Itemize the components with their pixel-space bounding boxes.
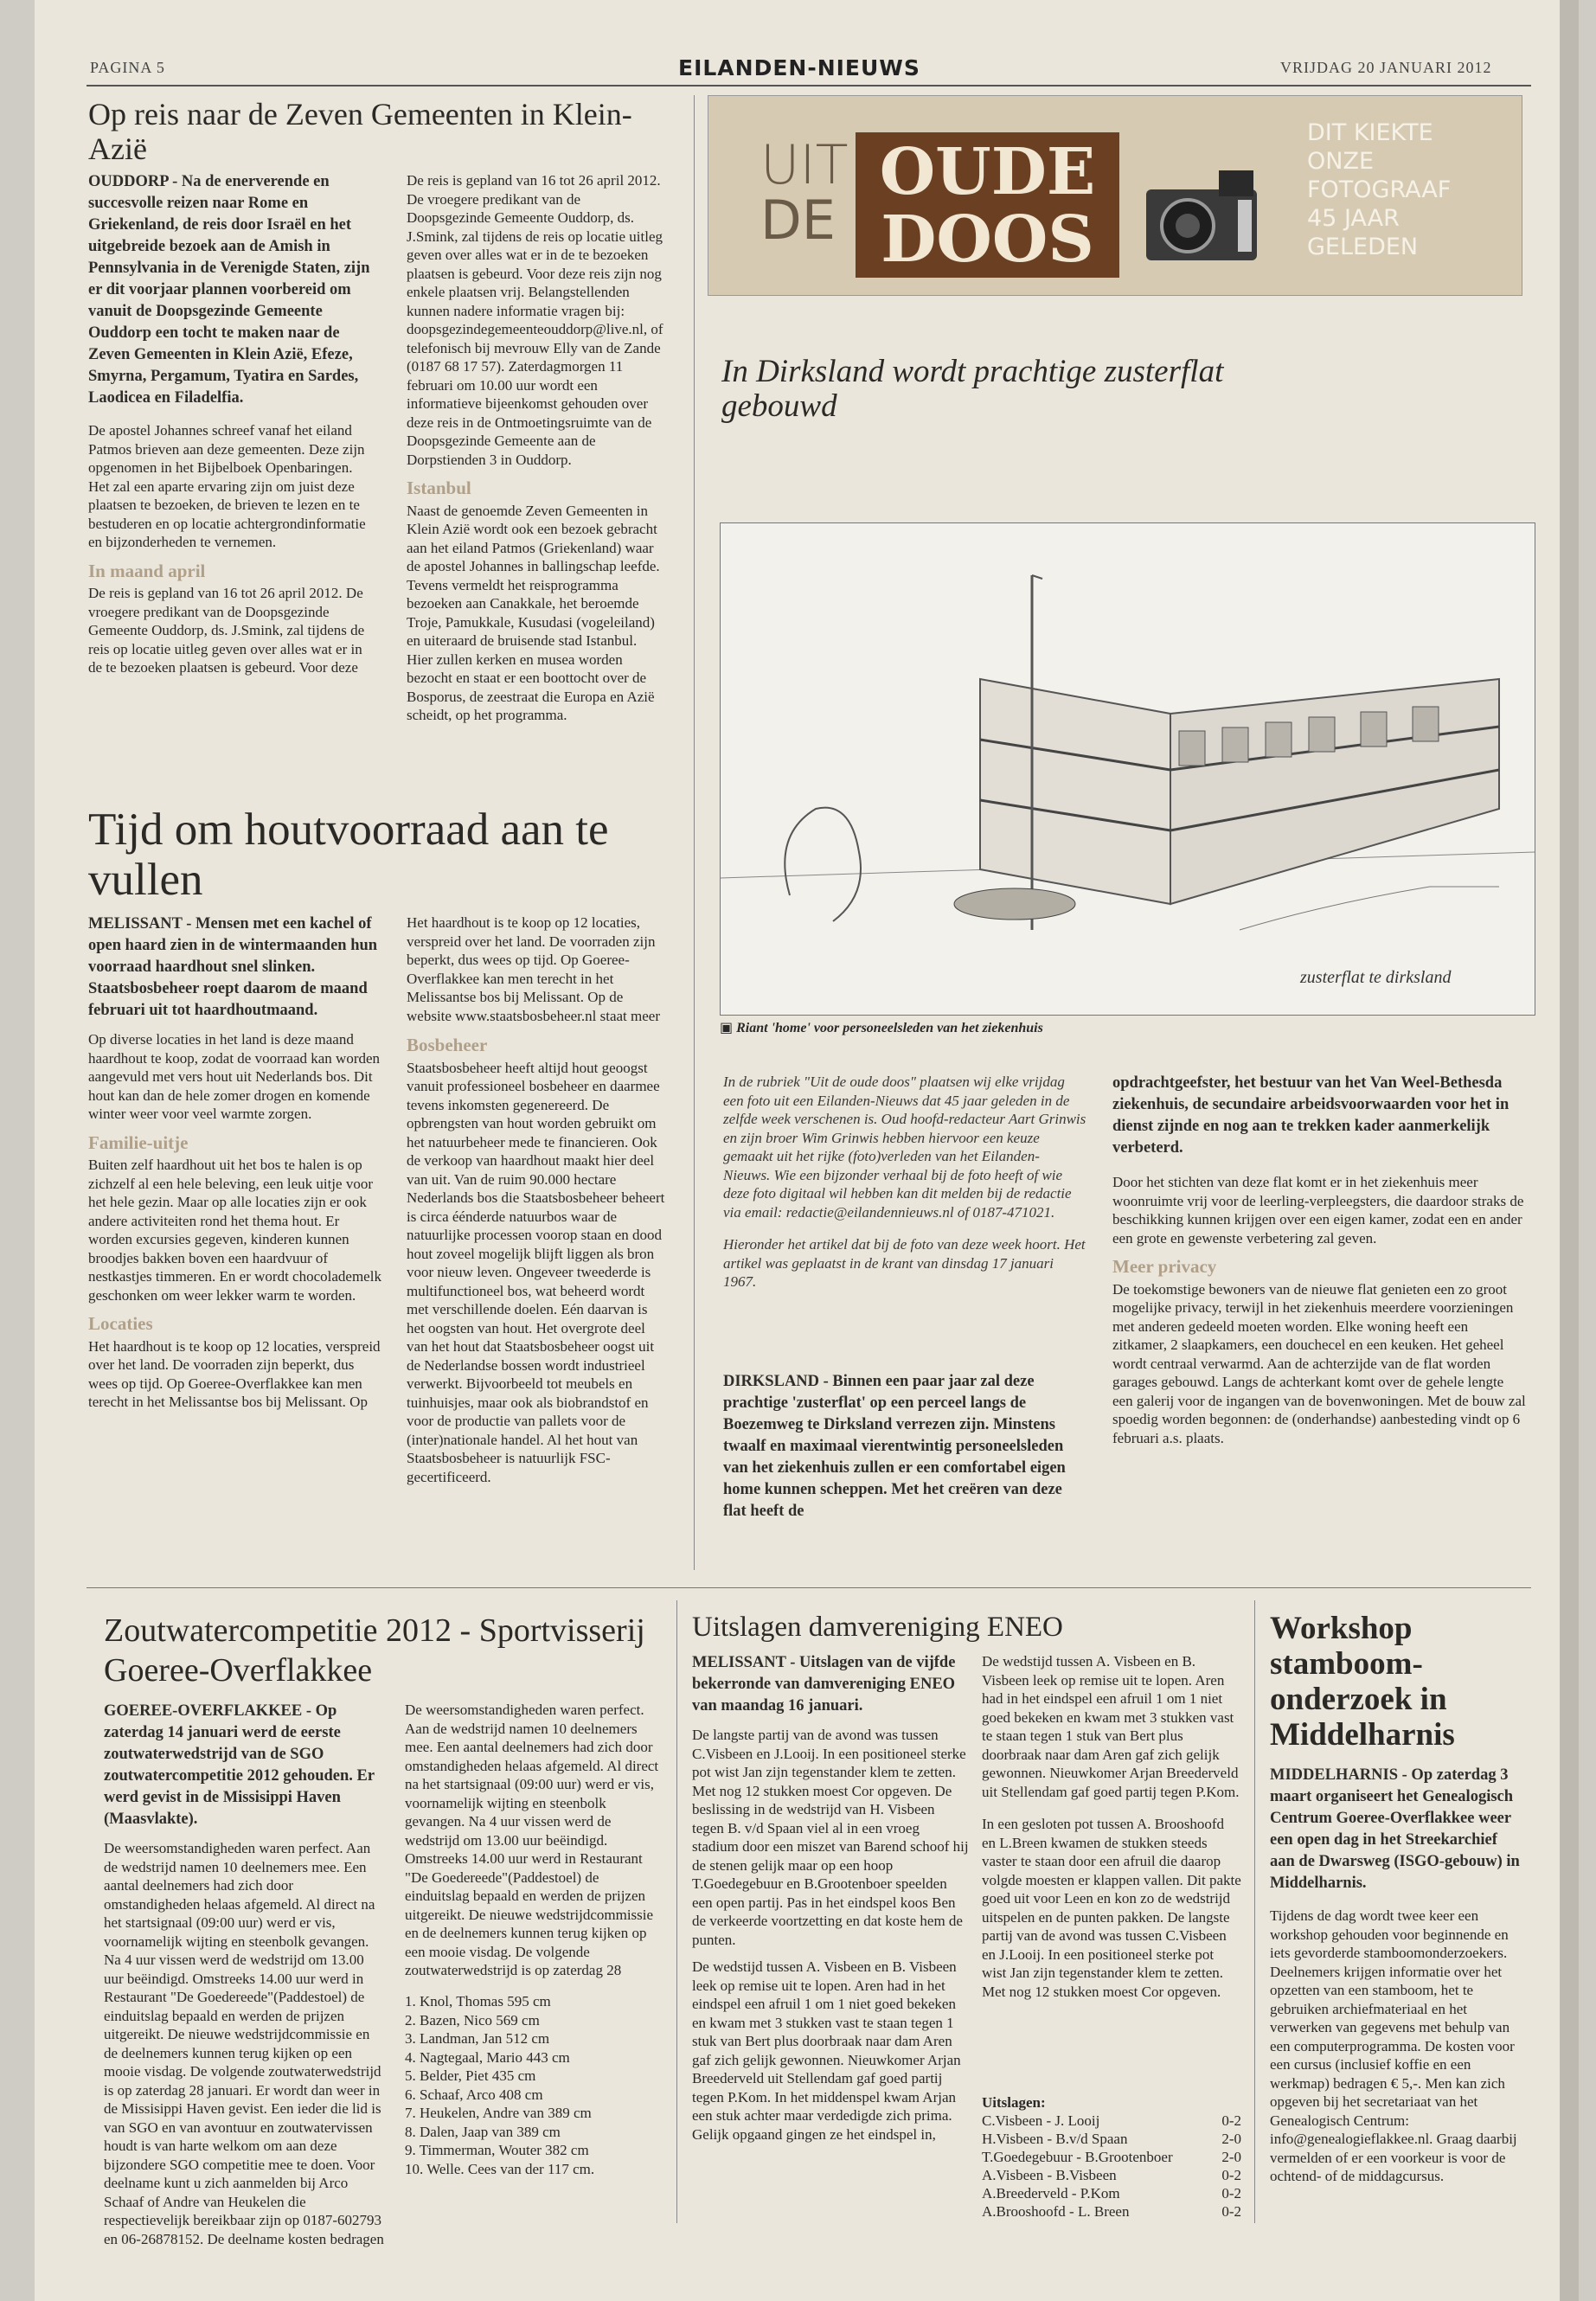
art3-sub2: Locaties — [88, 1313, 153, 1334]
art5-body3: In een gesloten pot tussen A. Brooshoofd en L.Breen kwamen de stukken steeds vaster te staan door een afruil die daarop volgde moesten er klappen vallen. Dit pakte goed uit voor Leen en kon zo de wedstrijd uitspelen en de punten pakken. De langste partij van de avond was tussen C.Visbeen en J.Looij. In een positioneel sterke pot wist Jan zijn tegenstander klem te zetten. Met nog 12 stukken moest Cor opgeven. — [982, 1816, 1241, 2000]
art6-title: Workshop stamboom-onderzoek in Middelharnis — [1270, 1611, 1455, 1753]
result-row — [982, 2112, 1241, 2130]
art1-body3: Naast de genoemde Zeven Gemeenten in Klein Azië wordt ook een bezoek gebracht aan het eiland Patmos (Griekenland) waar de apostel Johannes in ballingschap leefde. Tevens vermeldt het reisprogramma bezoeken aan Canakkale, het beroemde Troje, Pamukkale, Kusudasi (vogeleiland) en uiteraard de bruisende stad Istanbul. Hier zullen kerken en musea worden bezocht en staat er een boottocht over de Bosporus, de zeestraat die Europa en Azië scheidt, op het programma. — [407, 502, 660, 723]
art3-body3: Het haardhout is te koop op 12 locaties, verspreid over het land. De voorraden zijn beperkt, dus wees op tijd. Op Goeree-Overflakkee kan men terecht in het Melissantse bos bij Melissant. Op — [88, 1337, 381, 1410]
section-rule — [87, 1587, 1531, 1588]
art2-col1 — [723, 1073, 1086, 1300]
result-row: 10. Welle. Cees van der 117 cm. — [405, 2160, 595, 2177]
banner-doos: DOOS — [881, 202, 1094, 277]
banner-uit: UIT — [760, 133, 849, 196]
header-rule — [87, 85, 1531, 87]
art3-sub3: Bosbeheer — [407, 1035, 488, 1055]
banner-tagline — [1307, 119, 1451, 261]
art3-col1 — [88, 913, 382, 1420]
art1-body2-cont: De reis is gepland van 16 tot 26 april 2012. De vroegere predikant van de Doopsgezinde Gemeente Ouddorp, ds. J.Smink, zal tijdens de reis op locatie uitleg geven over alles wat er in de te bezoeken plaatsen is gebeurd. Voor deze reis zijn nog enkele plaatsen vrij. Belangstellenden kunnen nadere informatie vragen bij: doopsgezindegemeenteouddorp@live.nl, of telefonisch bij mevrouw Elly van de Zande (0187 68 17 57). Zaterdagmorgen 11 februari om 10.00 uur wordt een informatieve bijeenkomst gehouden over deze reis in de Ontmoetingsruimte van de Doopsgezinde Gemeente aan de Dorpstienden 3 in Ouddorp. — [407, 172, 663, 468]
camera-icon — [1141, 165, 1262, 269]
art1-title: Op reis naar de Zeven Gemeenten in Klein-Azië — [88, 97, 632, 166]
photo-caption — [720, 1019, 1043, 1036]
art3-body4: Staatsbosbeheer heeft altijd hout geoogst vanuit professioneel bosbeheer en daarmee tevens inkomsten gegenereerd. De opbrengsten van hout worden gebruikt om het natuurbeheer mede te financieren. Ook de verkoop van haardhout maakt hier deel van uit. Van de ruim 90.000 hectare Nederlands bos die Staatsbosbeheer beheert is circa éénderde natuurbos waar de natuurlijke processen voorop staan en dood hout zoveel mogelijk blijft liggen als bron voor nieuw leven. Ongeveer tweederde is multifunctioneel bos, wat beheerd wordt met verschillende doelen. Eén daarvan is het oogsten van hout. Het overgrote deel van het hout dat Staatsbosbeheer oogst uit de Nederlandse bossen wordt industrieel verwerkt. Bijvoorbeeld tot meubels en tuinhuisjes, maar ook als biobrandstof en voor de productie van pallets voor de (inter)nationale handel. Al het hout van Staatsbosbeheer is natuurlijk FSC-gecertificeerd. — [407, 1059, 665, 1485]
tagline-5: GELEDEN — [1307, 234, 1419, 260]
art2-lead-col — [723, 1371, 1086, 1531]
art2-col2 — [1112, 1073, 1526, 1456]
match: A.Brooshoofd - L. Breen — [982, 2203, 1130, 2220]
score: 2-0 — [1221, 2149, 1241, 2165]
tagline-4: 45 JAAR — [1307, 205, 1400, 232]
results-title: Uitslagen: — [982, 2094, 1046, 2111]
art5-lead: MELISSANT - Uitslagen van de vijfde bekerronde van damvereniging ENEO van maandag 16 januari. — [692, 1654, 956, 1715]
result-row: 8. Dalen, Jaap van 389 cm — [405, 2123, 561, 2140]
tagline-3: FOTOGRAAF — [1307, 176, 1452, 203]
result-row: 1. Knol, Thomas 595 cm — [405, 1993, 551, 2009]
building-photo — [720, 522, 1535, 1016]
result-row: 6. Schaaf, Arco 408 cm — [405, 2086, 543, 2103]
art6-col — [1270, 1765, 1526, 2195]
score: 0-2 — [1221, 2112, 1241, 2129]
issue-date: VRIJDAG 20 JANUARI 2012 — [1280, 59, 1492, 76]
art2-body2: De toekomstige bewoners van de nieuwe flat genieten een zo groot mogelijke privacy, terwijl in het ziekenhuis meerdere voorzieningen met anderen gedeeld moeten worden. Elke woning heeft een zitkamer, 2 slaapkamers, een douchecel en een keuken. Het geheel wordt centraal verwarmd. Aan de achterzijde van de flat worden garages gebouwd. Langs de achterkant komt over de gehele lengte een galerij voor de ingangen van de bovenwoningen. Met de bouw zal spoedig worden begonnen: de (onderhandse) aanbesteding vindt op 6 februari a.s. plaats. — [1112, 1280, 1526, 1446]
caption-text: Riant 'home' voor personeelsleden van het ziekenhuis — [736, 1021, 1043, 1035]
art4-title: Zoutwatercompetitie 2012 - Sportvisserij Goeree-Overflakkee — [104, 1612, 645, 1689]
newspaper-page — [35, 0, 1579, 2301]
art1-body1: De apostel Johannes schreef vanaf het eiland Patmos brieven aan deze gemeenten. Deze zijn opgenomen in het Bijbelboek Openbaringen. Het zal een aparte ervaring zijn om juist deze plaatsen te bezoeken, de brieven te lezen en te bestuderen en op locatie achtergrondinformatie en bijzonderheden te vernemen. — [88, 422, 366, 550]
art3-title: Tijd om houtvoorraad aan te vullen — [88, 804, 609, 905]
column-divider-2 — [676, 1600, 677, 2223]
art4-lead: GOEREE-OVERFLAKKEE - Op zaterdag 14 januari werd de eerste zoutwaterwedstrijd van de SGO zoutwatercompetitie 2012 gehouden. Er werd gevist in de Missisippi Haven (Maasvlakte). — [104, 1702, 375, 1828]
result-row — [982, 2202, 1241, 2221]
art1-sub1: In maand april — [88, 560, 206, 581]
page-number: PAGINA 5 — [90, 59, 165, 76]
tagline-1: DIT KIEKTE — [1307, 119, 1433, 146]
score: 2-0 — [1221, 2131, 1241, 2147]
match: A.Breederveld - P.Kom — [982, 2185, 1120, 2202]
page-edge — [1560, 0, 1579, 2301]
apartment-sketch — [721, 523, 1535, 1015]
art5-col2 — [982, 1652, 1241, 2009]
match: A.Visbeen - B.Visbeen — [982, 2167, 1117, 2183]
score: 0-2 — [1221, 2167, 1241, 2183]
result-row: 7. Heukelen, Andre van 389 cm — [405, 2105, 592, 2121]
art3-body3-cont: Het haardhout is te koop op 12 locaties, verspreid over het land. De voorraden zijn beperkt, dus wees op tijd. Op Goeree-Overflakkee kan men terecht in het Melissantse bos bij Melissant. Op de website www.staatsbosbeheer.nl staat meer — [407, 914, 661, 1024]
column-divider-3 — [1254, 1600, 1255, 2223]
match: H.Visbeen - B.v/d Spaan — [982, 2131, 1128, 2147]
score: 0-2 — [1221, 2185, 1241, 2202]
result-row — [982, 2130, 1241, 2148]
art4-col2 — [405, 1701, 664, 2178]
art4-body1-cont: De weersomstandigheden waren perfect. Aan de wedstrijd namen 10 deelnemers mee. Een aantal deelnemers had zich door omstandigheden helaas afgemeld. Al direct na het startsignaal (09:00 uur) werd er vis, voornamelijk wijting en steenbolk gevangen. Na 4 uur vissen werd de wedstrijd om 13.00 uur beëindigd. Omstreeks 14.00 uur werd in Restaurant "De Goedereede"(Paddestoel) de einduitslag bepaald en werden de prijzen uitgereikt. De nieuwe wedstrijdcommissie en de deelnemers kunnen terug kijken op een mooie visdag. De volgende zoutwaterwedstrijd is op zaterdag 28 — [405, 1702, 659, 1978]
art5-body2-cont: De wedstijd tussen A. Visbeen en B. Visbeen leek op remise uit te lopen. Aren had in het eindspel een afruil 1 om 1 niet goed bekeken en kwam met 3 stukken vast te staan tegen 1 stuk van Bert plus doorbraak naar dam Aren gaf zich gelijk gewonnen. Nieuwkomer Arjan Breederveld uit Stellendam gaf goed partij tegen P.Kom. — [982, 1653, 1240, 1800]
column-divider — [694, 95, 695, 1570]
art1-col1 — [88, 171, 374, 688]
tagline-2: ONZE — [1307, 148, 1375, 175]
art3-body2: Buiten zelf haardhout uit het bos te halen is op zichzelf al een hele beleving, een leuk uitje voor het hele gezin. Maar op alle locaties zijn er ook andere activiteiten rond het thema hout. Er worden excursies gegeven, kinderen kunnen broodjes bakken boven een haardvuur of nestkastjes timmeren. En er wordt chocolademelk geschonken om weer lekker warm te worden. — [88, 1157, 381, 1304]
match: C.Visbeen - J. Looij — [982, 2112, 1100, 2129]
art1-col2 — [407, 171, 666, 734]
art4-col1 — [104, 1701, 385, 2259]
art5-title: Uitslagen damvereniging ENEO — [692, 1612, 1063, 1643]
art5-body1: De langste partij van de avond was tussen C.Visbeen en J.Looij. In een positioneel sterke pot wist Jan zijn tegenstander klem te zetten. Met nog 12 stukken moest Cor opgeven. De beslissing in de wedstrijd van H. Visbeen tegen B. v/d Spaan viel al in een vroeg stadium door een miszet van Barend schoof hij de stenen gelijk maar op een hoop T.Goedegebuur en B.Grootenboer speelden een open partij. Pas in het eindspel koos Ben de verkeerde voortzetting en dat koste hem de punten. — [692, 1727, 969, 1948]
banner-de: DE — [760, 189, 836, 252]
art5-results — [982, 2093, 1241, 2221]
art3-sub1: Familie-uitje — [88, 1131, 189, 1153]
art6-lead: MIDDELHARNIS - Op zaterdag 3 maart organiseert het Genealogisch Centrum Goeree-Overflakkee weer een open dag in het Streekarchief aan de Dwarsweg (ISGO-gebouw) in Middelharnis. — [1270, 1766, 1520, 1892]
art3-lead: MELISSANT - Mensen met een kachel of open haard zien in de wintermaanden hun voorraad haardhout snel slinken. Staatsbosbeheer roept daarom de maand februari uit tot haardhoutmaand. — [88, 915, 378, 1019]
result-row: 4. Nagtegaal, Mario 443 cm — [405, 2048, 570, 2066]
photo-signature: zusterflat te dirksland — [1300, 968, 1452, 987]
art4-results — [405, 1992, 664, 2178]
art2-lead2: opdrachtgeefster, het bestuur van het Van Weel-Bethesda ziekenhuis, de secundaire arbeidsvoorwaarden voor het in dienst zijnde en nog aan te trekken kader aanmerkelijk verbeterd. — [1112, 1074, 1509, 1157]
art2-lead: DIRKSLAND - Binnen een paar jaar zal deze prachtige 'zusterflat' op een perceel langs de Boezemweg te Dirksland verrezen zijn. Minstens twaalf en maximaal vierentwintig personeelsleden van het ziekenhuis zullen er een comfortabel eigen home kunnen scheppen. Met het creëren van deze flat heeft de — [723, 1373, 1066, 1520]
art1-body2: De reis is gepland van 16 tot 26 april 2012. De vroegere predikant van de Doopsgezinde Gemeente Ouddorp, ds. J.Smink, zal tijdens de reis op locatie uitleg geven over alles wat er in de te bezoeken plaatsen is gebeurd. Voor deze — [88, 585, 365, 676]
art1-sub2: Istanbul — [407, 478, 471, 498]
result-row: 5. Belder, Piet 435 cm — [405, 2067, 536, 2084]
art3-col2 — [407, 913, 666, 1495]
banner-title-box — [856, 132, 1119, 278]
score: 0-2 — [1221, 2203, 1241, 2220]
match: T.Goedegebuur - B.Grootenboer — [982, 2149, 1173, 2165]
art5-body2: De wedstijd tussen A. Visbeen en B. Visbeen leek op remise uit te lopen. Aren had in het eindspel een afruil 1 om 1 niet goed bekeken en kwam met 3 stukken vast te staan tegen 1 stuk van Bert plus doorbraak naar dam Aren gaf zich gelijk gewonnen. Nieuwkomer Arjan Breederveld uit Stellendam gaf goed partij tegen P.Kom. In het middenspel kwam Arjan een stuk achter maar verdedigde zich prima. Gelijk opgaand gingen ze het eindspel in, — [692, 1958, 961, 2143]
art4-body1: De weersomstandigheden waren perfect. Aan de wedstrijd namen 10 deelnemers mee. Een aantal deelnemers had zich door omstandigheden helaas afgemeld. Al direct na het startsignaal (09:00 uur) werd er vis, voornamelijk wijting en steenbolk gevangen. Na 4 uur vissen werd de wedstrijd om 13.00 uur beëindigd. Omstreeks 14.00 uur werd in Restaurant "De Goedereede"(Paddestoel) de einduitslag bepaald en werden de prijzen uitgereikt. De nieuwe wedstrijdcommissie en de deelnemers kunnen terug kijken op een mooie visdag. De volgende zoutwaterwedstrijd is op zaterdag 28 januari. Er wordt dan weer in de Missisippi Haven gevist. Een ieder die lid is van SGO en van avontuur en zoutwatervissen houdt is van harte welkom om aan deze bijzondere SGO competitie mee te doen. Voor deelname kunt u zich aanmelden bij Arco Schaaf of Andre van Heukelen die respectievelijk bereikbaar zijn op 0187-602793 en 06-26878152. De deelname kosten bedragen — [104, 1840, 384, 2247]
art6-body: Tijdens de dag wordt twee keer een workshop gehouden voor beginnende en iets gevorderde stamboomonderzoekers. Deelnemers krijgen informatie over het opzetten van een stamboom, het te gebruiken archiefmateriaal en het verwerken van gegevens met behulp van een computerprogramma. De kosten voor een cursus (inclusief koffie en een werkmap) bedragen € 5,-. Men kan zich opgeven bij het secretariaat van het Genealogisch Centrum: info@genealogieflakkee.nl. Graag daarbij vermelden of er een voorkeur is voor de ochtend- of de middagcursus. — [1270, 1907, 1517, 2184]
result-row: 3. Landman, Jan 512 cm — [405, 2030, 550, 2047]
art2-title: In Dirksland wordt prachtige zusterflat gebouwd — [721, 354, 1224, 424]
result-row: 9. Timmerman, Wouter 382 cm — [405, 2142, 589, 2158]
result-row — [982, 2184, 1241, 2202]
result-row — [982, 2166, 1241, 2184]
result-row: 2. Bazen, Nico 569 cm — [405, 2011, 540, 2029]
art2-sub: Meer privacy — [1112, 1256, 1217, 1277]
oude-doos-banner — [708, 95, 1522, 296]
art2-intro2: Hieronder het artikel dat bij de foto van deze week hoort. Het artikel was geplaatst in de krant van dinsdag 17 januari 1967. — [723, 1236, 1086, 1290]
art5-col1 — [692, 1652, 969, 2152]
masthead: EILANDEN-NIEUWS — [678, 55, 920, 80]
caption-marker-icon: ▣ — [720, 1021, 737, 1035]
result-row — [982, 2148, 1241, 2166]
art2-intro: In de rubriek "Uit de oude doos" plaatsen wij elke vrijdag een foto uit een Eilanden-Nieuws dat 45 jaar geleden in de zelfde week verschenen is. Oud hoofd-redacteur Aart Grinwis en zijn broer Wim Grinwis hebben hiervoor een keuze gemaakt uit het rijke (foto)verleden van het Eilanden-Nieuws. Wie een bijzonder verhaal bij de foto heeft of wie deze foto digitaal wil hebben kan dit melden bij de redactie via email: redactie@eilandennieuws.nl of 0187-471021. — [723, 1074, 1086, 1221]
art2-body: Door het stichten van deze flat komt er in het ziekenhuis meer woonruimte vrij voor de leerling-verpleegsters, die daardoor straks de beschikking kunnen krijgen over een eigen kamer, zodat een en ander een grote en gewenste verbetering zal geven. — [1112, 1174, 1524, 1247]
banner-oude: OUDE — [879, 135, 1096, 209]
art1-lead: OUDDORP - Na de enerverende en succesvolle reizen naar Rome en Griekenland, de reis door Israël en het uitgebreide bezoek aan de Amish in Pennsylvania in de Verenigde Staten, zijn er dit voorjaar plannen voorbereid om vanuit de Doopsgezinde Gemeente Ouddorp een tocht te maken naar de Zeven Gemeenten in Klein Azië, Efeze, Smyrna, Pergamum, Tyatira en Sardes, Laodicea en Filadelfia. — [88, 173, 370, 407]
art3-body1: Op diverse locaties in het land is deze maand haardhout te koop, zodat de voorraad kan worden aangevuld met vers hout uit Nederlands bos. Dit hout kan dan de hele zomer drogen en komende winter weer voor veel warmte zorgen. — [88, 1031, 381, 1122]
